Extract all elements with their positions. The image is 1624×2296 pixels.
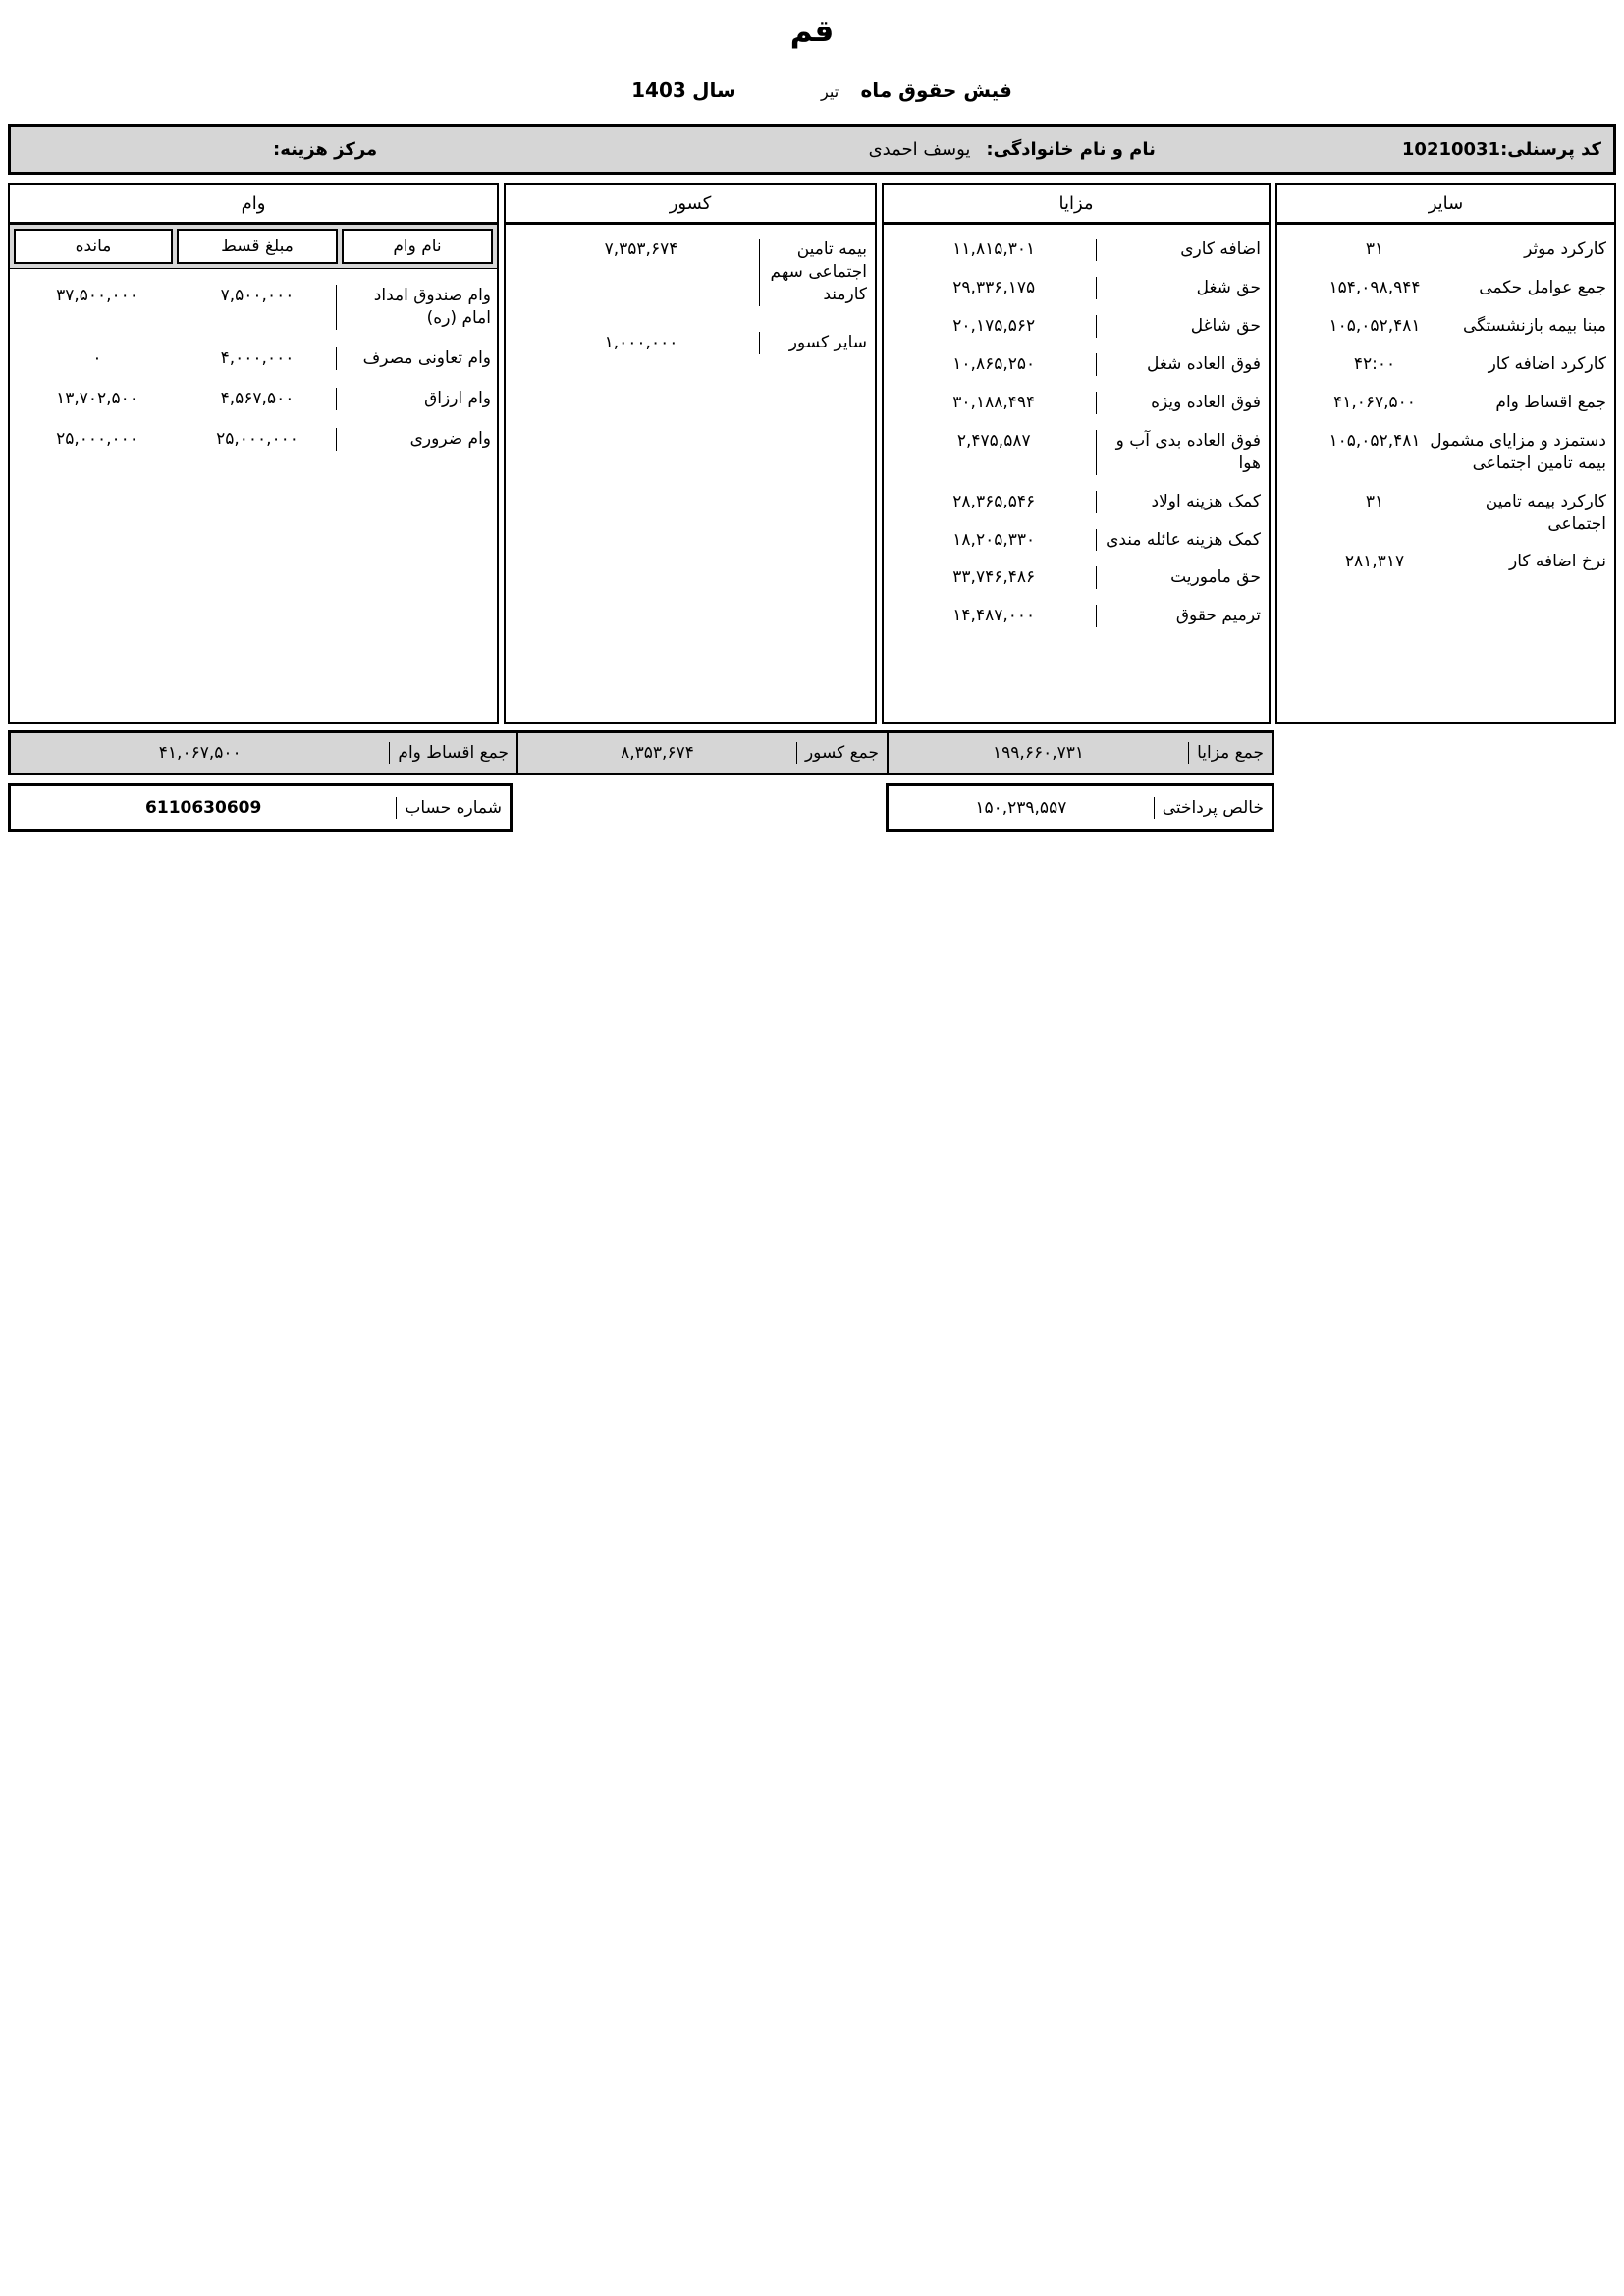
net-pay-value: ۱۵۰,۲۳۹,۵۵۷ [975, 798, 1067, 818]
loan-installment-column-header: مبلغ قسط [177, 229, 338, 264]
deductions-section [504, 183, 877, 724]
net-pay-box [886, 783, 1274, 832]
other-row-label: کارکرد اضافه کار [1488, 353, 1606, 374]
deduction-row-value: ۷,۳۵۳,۶۷۴ [604, 240, 678, 259]
deduction-row [514, 332, 867, 354]
net-pay-label: خالص پرداختی [1154, 797, 1272, 819]
other-row [1285, 392, 1606, 414]
payslip-month-label: فیش حقوق ماه [860, 79, 1012, 102]
loan-balance-value: ۱۳,۷۰۲,۵۰۰ [56, 388, 138, 408]
benefit-row [892, 315, 1261, 338]
loan-row [16, 388, 491, 410]
benefit-row [892, 529, 1261, 552]
personnel-code-label: کد پرسنلی: [1500, 138, 1601, 160]
loan-name: وام تعاونی مصرف [336, 347, 491, 370]
deductions-section-title: کسور [506, 185, 875, 225]
other-row [1285, 239, 1606, 261]
loan-installment-value: ۷,۵۰۰,۰۰۰ [220, 286, 295, 305]
benefit-row-label: فوق العاده شغل [1096, 353, 1261, 376]
other-row-label: جمع عوامل حکمی [1479, 277, 1606, 297]
benefit-row-value: ۲۰,۱۷۵,۵۶۲ [952, 315, 1036, 336]
deduction-row-value: ۱,۰۰۰,۰۰۰ [604, 332, 678, 352]
loan-installment-value: ۴,۰۰۰,۰۰۰ [220, 347, 295, 368]
benefit-row-value: ۱۴,۴۸۷,۰۰۰ [952, 606, 1036, 626]
other-row-value: ۱۰۵,۰۵۲,۴۸۱ [1328, 315, 1421, 336]
other-row [1285, 277, 1606, 299]
other-row-label: مبنا بیمه بازنشستگی [1462, 315, 1606, 336]
benefit-row-value: ۲,۴۷۵,۵۸۷ [956, 430, 1031, 451]
loan-balance-value: ۰ [92, 347, 102, 368]
other-row [1285, 430, 1606, 475]
benefits-section-body [884, 225, 1269, 722]
benefit-row-label: فوق العاده بدی آب و هوا [1096, 430, 1261, 475]
benefit-row-label: حق شاغل [1096, 315, 1261, 338]
footer-row [8, 783, 1274, 832]
year-label: سال [692, 79, 736, 102]
benefit-row-value: ۱۱,۸۱۵,۳۰۱ [952, 240, 1036, 259]
other-row-value: ۳۱ [1365, 491, 1384, 511]
other-row [1285, 551, 1606, 573]
benefits-section [882, 183, 1271, 724]
loan-name: وام ارزاق [336, 388, 491, 410]
benefit-row [892, 239, 1261, 261]
other-section-title: سایر [1277, 185, 1614, 225]
benefit-row [892, 566, 1261, 589]
other-row-value: ۴۱,۰۶۷,۵۰۰ [1333, 392, 1416, 412]
footer-spacer [513, 783, 886, 832]
deduction-row [514, 239, 867, 306]
benefit-row-label: ترمیم حقوق [1096, 605, 1261, 627]
benefit-row [892, 605, 1261, 627]
benefit-row-value: ۱۰,۸۶۵,۲۵۰ [952, 353, 1036, 374]
benefit-row [892, 353, 1261, 376]
loan-row [16, 285, 491, 330]
other-row-value: ۱۰۵,۰۵۲,۴۸۱ [1328, 430, 1421, 451]
totals-band [8, 730, 1274, 775]
loan-name: وام ضروری [336, 428, 491, 451]
payslip-table [8, 183, 1616, 724]
benefit-row [892, 277, 1261, 299]
full-name-label: نام و نام خانوادگی: [986, 138, 1156, 160]
loan-balance-value: ۲۵,۰۰۰,۰۰۰ [56, 428, 138, 449]
account-number-label: شماره حساب [396, 797, 510, 819]
benefit-row-value: ۲۹,۳۳۶,۱۷۵ [952, 277, 1036, 297]
loan-name: وام صندوق امداد امام (ره) [336, 285, 491, 330]
benefits-section-title: مزایا [884, 185, 1269, 225]
benefit-row-label: حق شغل [1096, 277, 1261, 299]
loans-column-headers [10, 225, 497, 269]
other-row-value: ۲۸۱,۳۱۷ [1344, 552, 1405, 572]
other-row-value: ۴۲:۰۰ [1353, 353, 1396, 374]
benefit-row [892, 392, 1261, 414]
benefit-row-label: کمک هزینه عائله مندی [1096, 529, 1261, 552]
deductions-total-value: ۸,۳۵۳,۶۷۴ [621, 743, 694, 763]
loans-section [8, 183, 499, 724]
loan-balance-value: ۳۷,۵۰۰,۰۰۰ [56, 286, 138, 305]
benefits-total-value: ۱۹۹,۶۶۰,۷۳۱ [993, 743, 1085, 763]
benefit-row-value: ۱۸,۲۰۵,۳۳۰ [952, 529, 1036, 550]
other-section-body [1277, 225, 1614, 722]
loan-name-column-header: نام وام [342, 229, 493, 264]
loans-section-body [10, 269, 497, 722]
other-row-label: دستمزد و مزایای مشمول بیمه تامین اجتماعی [1430, 430, 1606, 473]
other-row-label: کارکرد بیمه تامین اجتماعی [1485, 491, 1606, 534]
employee-info-bar [8, 124, 1616, 175]
payslip-subtitle [0, 79, 1624, 102]
benefit-row [892, 430, 1261, 475]
deductions-total-label: جمع کسور [796, 742, 887, 764]
loans-total-label: جمع اقساط وام [389, 742, 516, 764]
other-row-label: جمع اقساط وام [1495, 392, 1606, 412]
other-row-value: ۳۱ [1365, 240, 1384, 259]
deduction-row-label: بیمه تامین اجتماعی سهم کارمند [759, 239, 867, 306]
benefit-row-label: حق ماموریت [1096, 566, 1261, 589]
other-row [1285, 353, 1606, 376]
personnel-code-value: 10210031 [1401, 138, 1501, 160]
loan-installment-value: ۴,۵۶۷,۵۰۰ [220, 388, 295, 408]
other-section [1275, 183, 1616, 724]
loan-row [16, 428, 491, 451]
month-value: تیر [821, 82, 839, 101]
deduction-row-label: سایر کسور [759, 332, 867, 354]
benefit-row-value: ۳۳,۷۴۶,۴۸۶ [952, 567, 1036, 588]
other-row [1285, 315, 1606, 338]
benefit-row-value: ۳۰,۱۸۸,۴۹۴ [952, 392, 1036, 412]
benefit-row-label: کمک هزینه اولاد [1096, 491, 1261, 513]
year-value: 1403 [631, 79, 686, 102]
loan-row [16, 347, 491, 370]
deductions-section-body [506, 225, 875, 722]
other-row-label: کارکرد موثر [1524, 240, 1606, 259]
benefits-total-label: جمع مزایا [1188, 742, 1272, 764]
account-number-box [8, 783, 513, 832]
loan-installment-value: ۲۵,۰۰۰,۰۰۰ [216, 428, 298, 449]
account-number-value: 6110630609 [145, 798, 262, 818]
benefit-row-label: اضافه کاری [1096, 239, 1261, 261]
benefit-row-value: ۲۸,۳۶۵,۵۴۶ [952, 491, 1036, 511]
benefit-row-label: فوق العاده ویژه [1096, 392, 1261, 414]
cost-center-label: مرکز هزینه: [273, 138, 378, 160]
deductions-total [518, 733, 889, 773]
other-row-label: نرخ اضافه کار [1509, 552, 1606, 572]
benefits-total [889, 733, 1272, 773]
loans-total-value: ۴۱,۰۶۷,۵۰۰ [158, 743, 242, 763]
other-row-value: ۱۵۴,۰۹۸,۹۴۴ [1328, 277, 1421, 297]
city-title: قم [789, 14, 835, 49]
benefit-row [892, 491, 1261, 513]
loan-balance-column-header: مانده [14, 229, 173, 264]
other-row [1285, 491, 1606, 536]
loans-total [11, 733, 518, 773]
full-name-value: یوسف احمدی [868, 138, 971, 160]
loans-section-title: وام [10, 185, 497, 225]
